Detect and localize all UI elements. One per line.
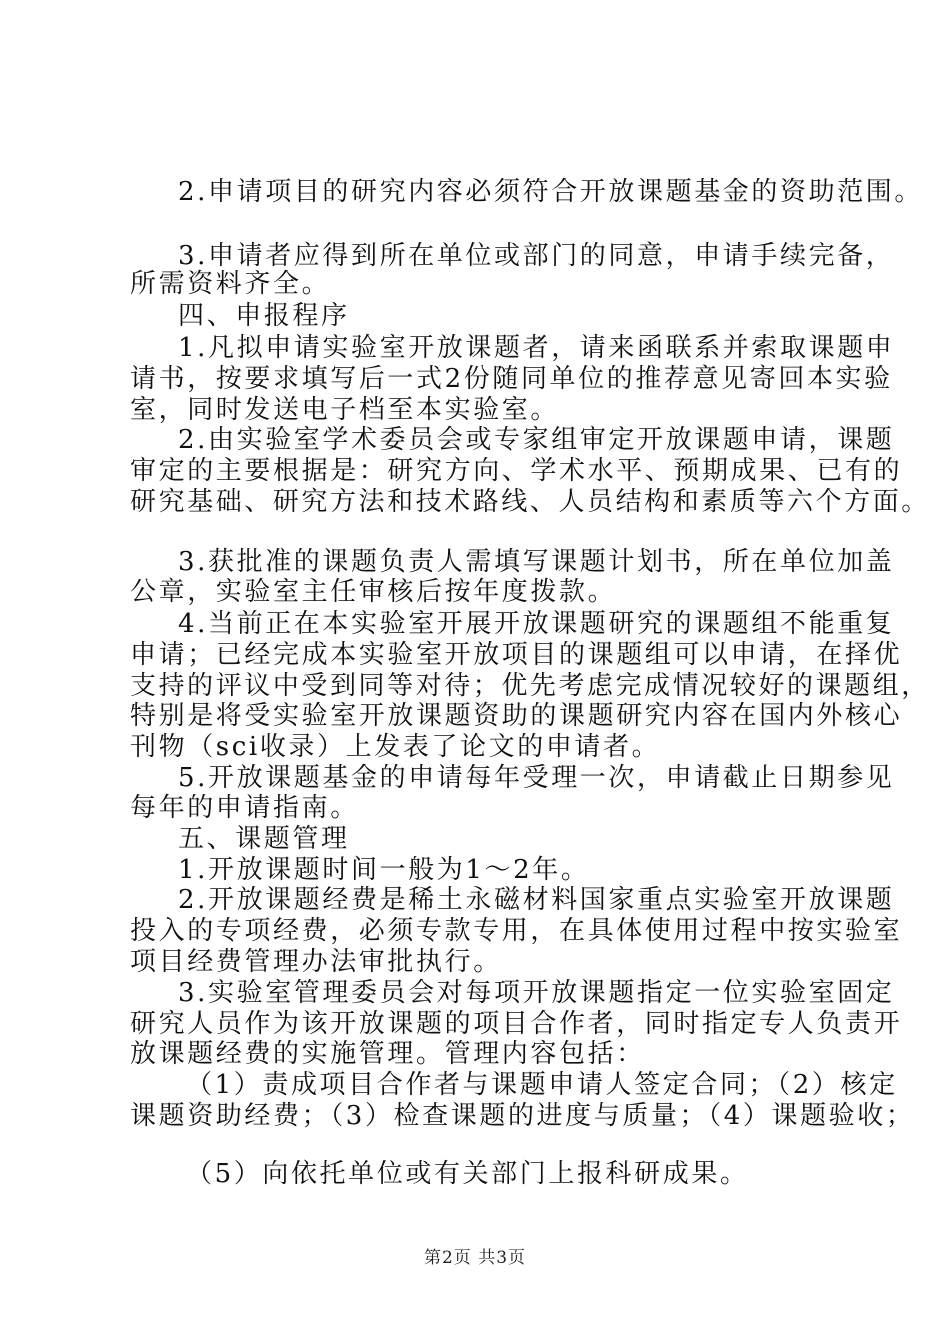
paragraph-line: 请书，按要求填写后一式2份随同单位的推荐意见寄回本实验 bbox=[130, 364, 893, 394]
paragraph-line: 2.由实验室学术委员会或专家组审定开放课题申请，课题 bbox=[178, 425, 895, 455]
section-heading: 五、课题管理 bbox=[178, 824, 350, 854]
paragraph-line: 项目经费管理办法审批执行。 bbox=[130, 947, 502, 977]
paragraph-line: 所需资料齐全。 bbox=[130, 269, 331, 299]
paragraph-line: 课题资助经费；（3）检查课题的进度与质量；（4）课题验收； bbox=[130, 1101, 915, 1131]
paragraph-line: 5.开放课题基金的申请每年受理一次，申请截止日期参见 bbox=[178, 763, 895, 793]
paragraph-line: 审定的主要根据是：研究方向、学术水平、预期成果、已有的 bbox=[130, 456, 903, 486]
paragraph-line: （1）责成项目合作者与课题申请人签定合同；（2）核定 bbox=[186, 1070, 898, 1100]
paragraph-line: 3.实验室管理委员会对每项开放课题指定一位实验室固定 bbox=[178, 978, 895, 1008]
paragraph-line: 放课题经费的实施管理。管理内容包括： bbox=[130, 1039, 645, 1069]
paragraph-line: 公章，实验室主任审核后按年度拨款。 bbox=[130, 577, 617, 607]
paragraph-line: 3.申请者应得到所在单位或部门的同意，申请手续完备， bbox=[178, 241, 895, 271]
page-footer: 第2页 共3页 bbox=[423, 1248, 527, 1268]
paragraph-line: 投入的专项经费，必须专款专用，在具体使用过程中按实验室 bbox=[130, 916, 903, 946]
paragraph-line: 1.凡拟申请实验室开放课题者，请来函联系并索取课题申 bbox=[178, 333, 895, 363]
paragraph-line: 3.获批准的课题负责人需填写课题计划书，所在单位加盖 bbox=[178, 547, 895, 577]
paragraph-line: 申请；已经完成本实验室开放项目的课题组可以申请，在择优 bbox=[130, 640, 903, 670]
paragraph-line: （5）向依托单位或有关部门上报科研成果。 bbox=[186, 1159, 749, 1189]
section-heading: 四、申报程序 bbox=[178, 301, 350, 331]
paragraph-line: 每年的申请指南。 bbox=[130, 793, 359, 823]
paragraph-line: 刊物（sci收录）上发表了论文的申请者。 bbox=[130, 732, 661, 762]
paragraph-line: 4.当前正在本实验室开展开放课题研究的课题组不能重复 bbox=[178, 609, 895, 639]
paragraph-line: 研究基础、研究方法和技术路线、人员结构和素质等六个方面。 bbox=[130, 487, 930, 517]
paragraph-line: 2.开放课题经费是稀土永磁材料国家重点实验室开放课题 bbox=[178, 885, 895, 915]
paragraph-line: 研究人员作为该开放课题的项目合作者，同时指定专人负责开 bbox=[130, 1009, 903, 1039]
paragraph-line: 特别是将受实验室开放课题资助的课题研究内容在国内外核心 bbox=[130, 701, 903, 731]
paragraph-line: 室，同时发送电子档至本实验室。 bbox=[130, 395, 560, 425]
paragraph-line: 支持的评议中受到同等对待；优先考虑完成情况较好的课题组， bbox=[130, 671, 930, 701]
paragraph-line: 2.申请项目的研究内容必须符合开放课题基金的资助范围。 bbox=[178, 177, 924, 207]
paragraph-line: 1.开放课题时间一般为1～2年。 bbox=[178, 855, 590, 885]
